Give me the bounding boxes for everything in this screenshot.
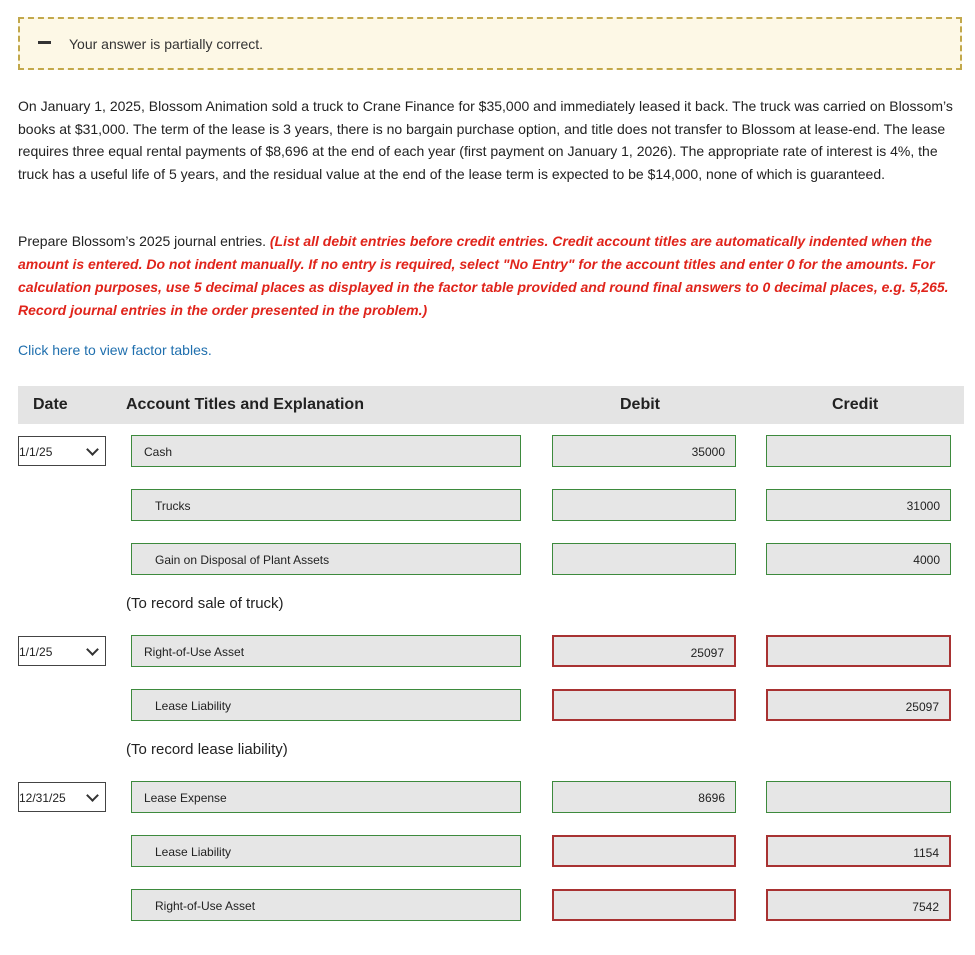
date-value: 1/1/25 xyxy=(19,645,53,659)
credit-input[interactable] xyxy=(766,889,951,921)
credit-input[interactable] xyxy=(766,543,951,575)
account-title-input[interactable] xyxy=(131,435,521,467)
debit-input[interactable] xyxy=(552,489,736,521)
credit-header: Credit xyxy=(832,396,879,413)
field-value: Lease Expense xyxy=(144,791,227,805)
debit-header: Debit xyxy=(620,396,660,413)
account-header: Account Titles and Explanation xyxy=(126,396,364,413)
field-value: 35000 xyxy=(691,445,725,459)
credit-input[interactable] xyxy=(766,781,951,813)
field-value: Gain on Disposal of Plant Assets xyxy=(155,553,330,567)
banner-message: Your answer is partially correct. xyxy=(69,36,264,52)
field-value: 31000 xyxy=(906,499,940,513)
instructions-lead: Prepare Blossom’s 2025 journal entries. xyxy=(18,233,266,249)
field-value: 25097 xyxy=(905,700,939,714)
field-value: Lease Liability xyxy=(155,845,232,859)
partial-correct-banner xyxy=(18,17,962,70)
chevron-down-icon xyxy=(86,643,99,656)
factor-tables-link[interactable]: Click here to view factor tables. xyxy=(18,342,212,358)
date-select[interactable] xyxy=(18,636,106,666)
date-value: 12/31/25 xyxy=(19,791,66,805)
field-value: Trucks xyxy=(155,499,191,513)
problem-statement: On January 1, 2025, Blossom Animation sold a truck to Crane Finance for $35,000 and immediately leased it back. The truck was carried on Blossom’s books at $31,000. The term of the lease is 3 years, there is no bargain purchase option, and title does not transfer to Blossom at lease-end. The lease requires three equal rental payments of $8,696 at the end of each year (first payment on January 1, 2026). The appropriate rate of interest is 4%, the truck has a useful life of 5 years, and the residual value at the end of the lease term is expected to be $14,000, none of which is guaranteed. xyxy=(18,98,953,182)
credit-input[interactable] xyxy=(766,635,951,667)
date-select[interactable] xyxy=(18,436,106,466)
minus-icon xyxy=(38,41,51,44)
debit-input[interactable] xyxy=(552,543,736,575)
field-value: Right-of-Use Asset xyxy=(144,645,245,659)
entry-explanation: (To record lease liability) xyxy=(126,741,288,758)
instructions-note: (List all debit entries before credit entries. Credit account titles are automatically indented when the amount is entered. Do not indent manually. If no entry is required, select "No Entry" for the account titles and enter 0 for the amounts. For calculation purposes, use 5 decimal places as displayed in the factor table provided and round final answers to 0 decimal places, e.g. 5,265. Record journal entries in the order presented in the problem.) xyxy=(18,233,949,318)
field-value: 4000 xyxy=(913,553,940,567)
debit-input[interactable] xyxy=(552,889,736,921)
debit-input[interactable] xyxy=(552,781,736,813)
date-value: 1/1/25 xyxy=(19,445,53,459)
field-value: Right-of-Use Asset xyxy=(155,899,256,913)
credit-input[interactable] xyxy=(766,435,951,467)
chevron-down-icon xyxy=(86,443,99,456)
account-title-input[interactable] xyxy=(131,781,521,813)
field-value: 7542 xyxy=(912,900,939,914)
field-value: Cash xyxy=(144,445,173,459)
account-title-input[interactable] xyxy=(131,835,521,867)
chevron-down-icon xyxy=(86,789,99,802)
instructions xyxy=(18,230,963,322)
account-title-input[interactable] xyxy=(131,635,521,667)
account-title-input[interactable] xyxy=(131,489,521,521)
debit-input[interactable] xyxy=(552,689,736,721)
debit-input[interactable] xyxy=(552,435,736,467)
entry-explanation: (To record sale of truck) xyxy=(126,595,284,612)
credit-input[interactable] xyxy=(766,689,951,721)
field-value: 8696 xyxy=(698,791,725,805)
table-header xyxy=(18,386,964,424)
credit-input[interactable] xyxy=(766,489,951,521)
debit-input[interactable] xyxy=(552,635,736,667)
field-value: 25097 xyxy=(690,646,724,660)
account-title-input[interactable] xyxy=(131,689,521,721)
credit-input[interactable] xyxy=(766,835,951,867)
field-value: 1154 xyxy=(913,846,939,860)
date-header: Date xyxy=(33,396,68,413)
account-title-input[interactable] xyxy=(131,889,521,921)
debit-input[interactable] xyxy=(552,835,736,867)
date-select[interactable] xyxy=(18,782,106,812)
account-title-input[interactable] xyxy=(131,543,521,575)
field-value: Lease Liability xyxy=(155,699,232,713)
